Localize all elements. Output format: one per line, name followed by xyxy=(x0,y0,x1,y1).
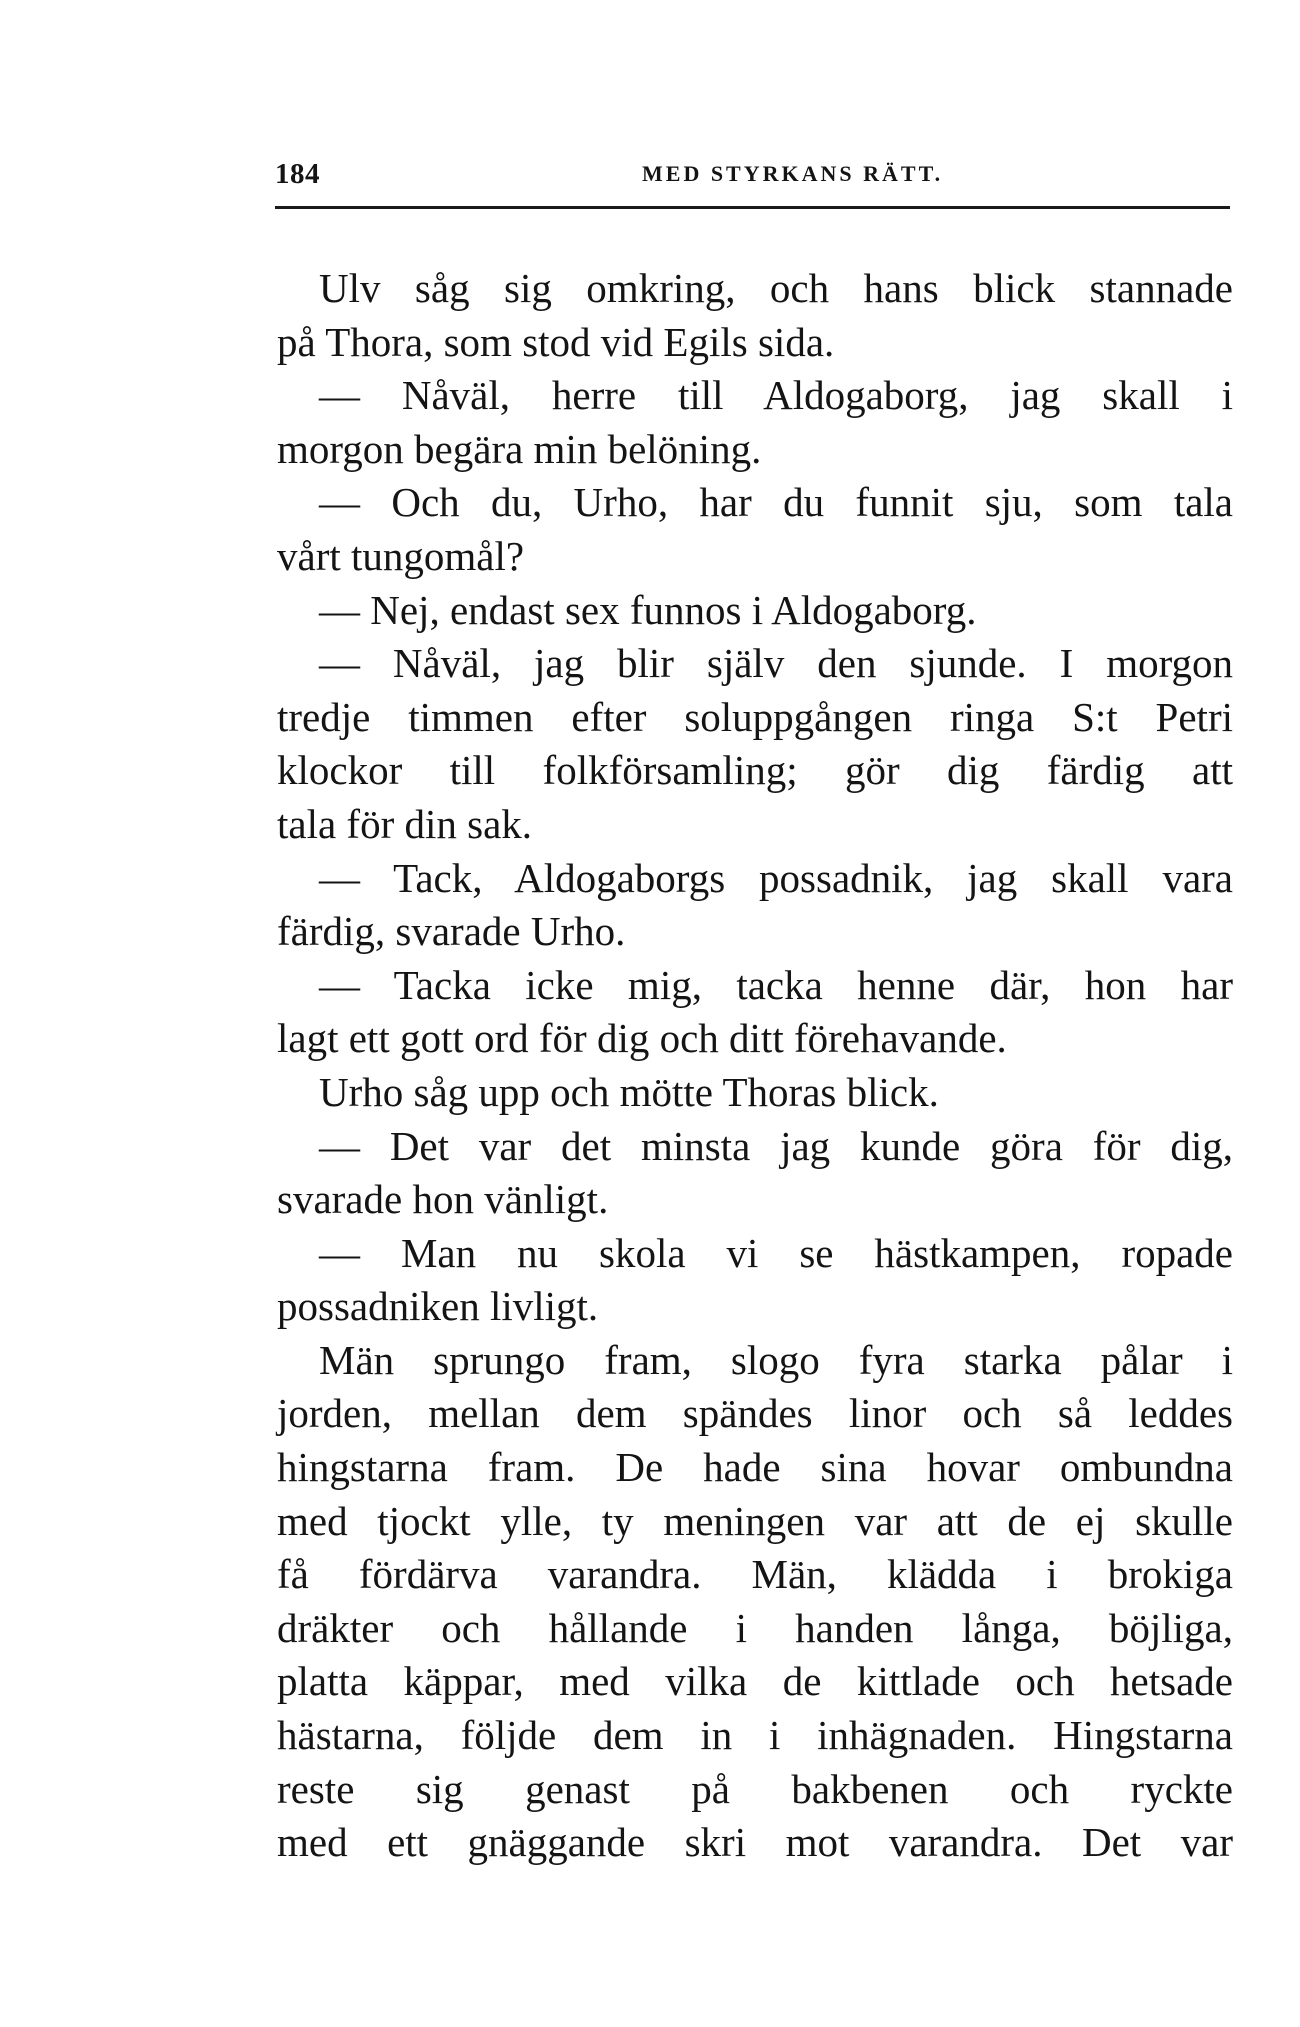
text-line: — Nåväl, jag blir själv den sjunde. I morgon xyxy=(319,640,1233,687)
text-line: färdig, svarade Urho. xyxy=(277,908,626,955)
text-line: — Tacka icke mig, tacka henne där, hon har xyxy=(319,961,1233,1008)
text-line: lagt ett gott ord för dig och ditt förehavande. xyxy=(277,1015,1007,1062)
text-line: — Nej, endast sex funnos i Aldogaborg. xyxy=(319,586,977,633)
header-rule xyxy=(275,206,1230,209)
text-line: Ulv såg sig omkring, och hans blick stannade xyxy=(319,265,1233,311)
text-line: jorden, mellan dem spändes linor och så leddes xyxy=(277,1390,1233,1437)
text-line: platta käppar, med vilka de kittlade och hetsade xyxy=(277,1658,1233,1705)
text-line: på Thora, som stod vid Egils sida. xyxy=(277,318,835,365)
text-line: tala för din sak. xyxy=(277,800,533,847)
text-line: med ett gnäggande skri mot varandra. Det var xyxy=(277,1819,1233,1866)
text-line: få fördärva varandra. Män, klädda i brokiga xyxy=(277,1551,1233,1598)
page-number: 184 xyxy=(275,158,320,190)
text-line: med tjockt ylle, ty meningen var att de ej skulle xyxy=(277,1497,1233,1544)
text-line: — Man nu skola vi se hästkampen, ropade xyxy=(319,1229,1233,1276)
text-line: dräkter och hållande i handen långa, böjliga, xyxy=(277,1604,1233,1651)
text-line: Män sprungo fram, slogo fyra starka pålar i xyxy=(319,1336,1233,1383)
text-line: svarade hon vänligt. xyxy=(277,1176,609,1223)
text-line: Urho såg upp och mötte Thoras blick. xyxy=(319,1068,939,1115)
text-line: hästarna, följde dem in i inhägnaden. Hingstarna xyxy=(277,1712,1233,1759)
text-line: — Nåväl, herre till Aldogaborg, jag skall i xyxy=(319,372,1233,419)
text-line: hingstarna fram. De hade sina hovar ombundna xyxy=(277,1444,1233,1491)
text-line: klockor till folkförsamling; gör dig färdig att xyxy=(277,747,1233,794)
text-line: reste sig genast på bakbenen och ryckte xyxy=(277,1765,1233,1812)
body-text xyxy=(277,262,1233,1870)
text-line: vårt tungomål? xyxy=(277,532,525,579)
text-line: tredje timmen efter soluppgången ringa S:t Petri xyxy=(277,693,1233,740)
text-line: — Det var det minsta jag kunde göra för dig, xyxy=(319,1122,1233,1169)
text-line: — Tack, Aldogaborgs possadnik, jag skall vara xyxy=(319,854,1233,901)
text-line: — Och du, Urho, har du funnit sju, som tala xyxy=(319,479,1233,526)
running-head xyxy=(275,158,1230,208)
running-title: MED STYRKANS RÄTT. xyxy=(642,161,944,186)
text-line: morgon begära min belöning. xyxy=(277,425,762,472)
text-line: possadniken livligt. xyxy=(277,1283,599,1330)
